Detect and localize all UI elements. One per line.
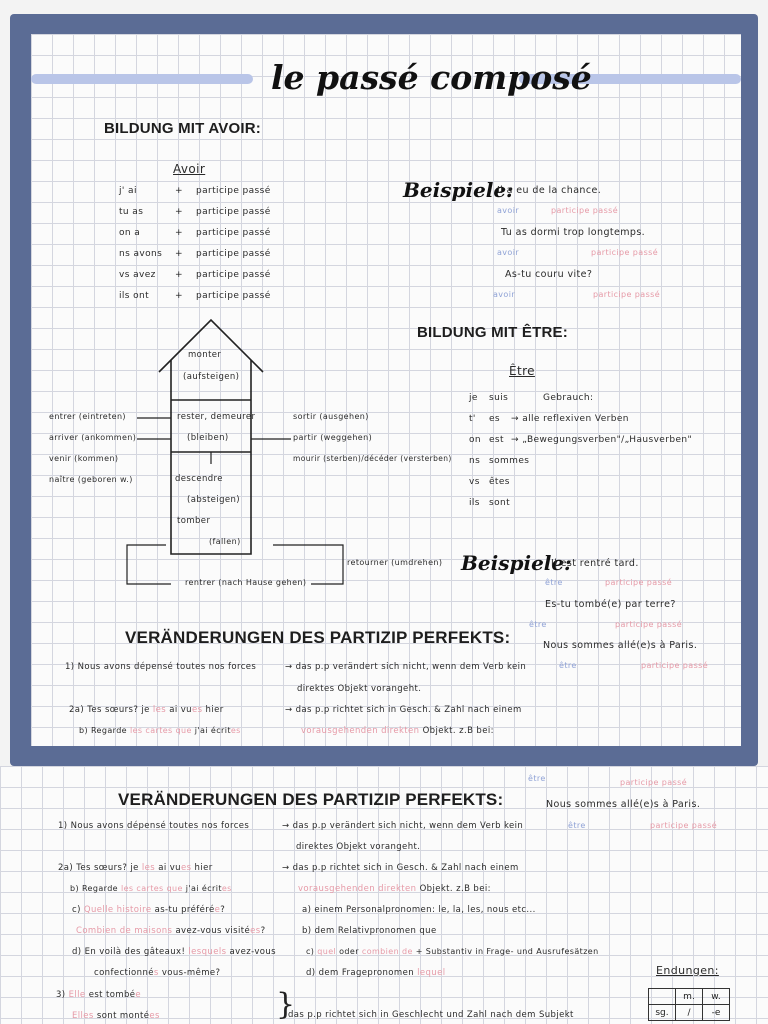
etre-example-1-pp: participe passé xyxy=(605,578,673,587)
rule2a-example-2: 2a) Tes sœurs? je les ai vues hier xyxy=(58,863,213,873)
rule2c-explanation: a) einem Personalpronomen: le, la, les, nous etc... xyxy=(302,905,536,915)
avoir-example-1-pp: participe passé xyxy=(551,206,619,215)
avoir-example-2-aux: avoir xyxy=(497,248,520,257)
rule3-example: 3) Elle est tombée xyxy=(56,990,142,1000)
rule3-explanation: das p.p richtet sich in Geschlecht und Zahl nach dem Subjekt xyxy=(288,1010,574,1020)
rule2b-example: b) Regarde les cartes que j'ai écrites xyxy=(79,726,241,735)
avoir-row-pronoun: ns avons xyxy=(119,249,163,259)
endungen-cell xyxy=(649,989,676,1005)
endungen-row-sg xyxy=(649,1005,730,1021)
rule2b-explanation: vorausgehenden direkten Objekt. z.B bei: xyxy=(301,726,494,736)
avoir-row-pronoun: tu as xyxy=(119,207,144,217)
endungen-cell: / xyxy=(676,1005,703,1021)
house-return: retourner (umdrehen) xyxy=(347,558,443,567)
avoir-row-plus: + xyxy=(175,228,183,238)
etre-heading: BILDUNG MIT ÊTRE: xyxy=(417,324,568,341)
avoir-row-text: participe passé xyxy=(196,270,271,280)
etre-example-3: Nous sommes allé(e)s à Paris. xyxy=(543,640,698,651)
avoir-row-plus: + xyxy=(175,207,183,217)
etre-row-pronoun: ns xyxy=(469,456,481,466)
etre-example-1-aux: être xyxy=(545,578,563,587)
rule1-explanation-2: direktes Objekt vorangeht. xyxy=(297,684,422,694)
gebrauch-label: Gebrauch: xyxy=(543,393,594,403)
etre-row-pronoun: ils xyxy=(469,498,480,508)
etre-row-verb: sommes xyxy=(489,456,530,466)
avoir-example-2-pp: participe passé xyxy=(591,248,659,257)
etre-example-3-repeat: Nous sommes allé(e)s à Paris. xyxy=(546,799,701,810)
endungen-label: Endungen: xyxy=(656,964,719,977)
rule1-example: 1) Nous avons dépensé toutes nos forces xyxy=(65,662,257,672)
gebrauch-use-2: → „Bewegungsverben"/„Hausverben" xyxy=(511,435,693,445)
avoir-row-pronoun: ils ont xyxy=(119,291,150,301)
rule2d2-explanation: d) dem Fragepronomen lequel xyxy=(306,968,446,978)
rule2a-example: 2a) Tes sœurs? je les ai vues hier xyxy=(69,705,224,715)
house-roof-sub: (aufsteigen) xyxy=(183,372,240,382)
avoir-example-1: Il a eu de la chance. xyxy=(497,185,602,196)
etre-row-pronoun: vs xyxy=(469,477,480,487)
endungen-cell: -e xyxy=(703,1005,730,1021)
etre-row-pronoun: je xyxy=(469,393,478,403)
rule1-explanation-b2: direktes Objekt vorangeht. xyxy=(296,842,421,852)
house-left-1: entrer (eintreten) xyxy=(49,412,126,421)
avoir-beispiele-label: Beispiele: xyxy=(403,178,514,202)
avoir-row-plus: + xyxy=(175,249,183,259)
house-right-3: mourir (sterben)/décéder (versterben) xyxy=(293,454,452,463)
avoir-heading: BILDUNG MIT AVOIR: xyxy=(104,120,261,137)
repeat-example-aux: être xyxy=(528,774,546,783)
rule3b-example: Elles sont montées xyxy=(72,1011,160,1021)
avoir-example-3: As-tu couru vite? xyxy=(505,269,593,280)
etre-row-verb: sont xyxy=(489,498,511,508)
house-rentrer: rentrer (nach Hause gehen) xyxy=(185,578,307,587)
etre-example-2-pp: participe passé xyxy=(615,620,683,629)
avoir-example-1-aux: avoir xyxy=(497,206,520,215)
house-lower-4: (fallen) xyxy=(209,537,241,546)
rule2c2-example: Combien de maisons avez-vous visitées? xyxy=(76,926,266,936)
house-right-2: partir (weggehen) xyxy=(293,433,373,442)
endungen-table xyxy=(648,988,730,1021)
avoir-row-pronoun: on a xyxy=(119,228,141,238)
avoir-example-2: Tu as dormi trop longtemps. xyxy=(501,227,646,238)
etre-example-2-aux: être xyxy=(529,620,547,629)
etre-example-3-repeat-aux: être xyxy=(568,821,586,830)
avoir-row-text: participe passé xyxy=(196,207,271,217)
brace-icon: } xyxy=(276,987,296,1022)
etre-row-verb: êtes xyxy=(489,477,510,487)
etre-example-3-repeat-pp: participe passé xyxy=(650,821,718,830)
avoir-example-3-aux: avoir xyxy=(493,290,516,299)
etre-beispiele-label: Beispiele: xyxy=(461,551,572,575)
veraenderungen-heading-2: VERÄNDERUNGEN DES PARTIZIP PERFEKTS: xyxy=(118,790,504,809)
rule2a-explanation-2: → das p.p richtet sich in Gesch. & Zahl nach einem xyxy=(282,863,519,873)
rule2d-example: d) En voilà des gâteaux! lesquels avez-vous xyxy=(72,947,276,957)
avoir-row-pronoun: j' ai xyxy=(119,186,137,196)
etre-example-2: Es-tu tombé(e) par terre? xyxy=(545,599,676,610)
avoir-example-3-pp: participe passé xyxy=(593,290,661,299)
rule2d2-example: confectionnés vous-même? xyxy=(94,968,221,978)
endungen-row-header xyxy=(649,989,730,1005)
rule1-explanation-b: → das p.p verändert sich nicht, wenn dem Verb kein xyxy=(282,821,524,831)
house-right-1: sortir (ausgehen) xyxy=(293,412,369,421)
etre-example-3-aux: être xyxy=(559,661,577,670)
etre-row-pronoun: t' xyxy=(469,414,476,424)
avoir-row-plus: + xyxy=(175,291,183,301)
house-lower-1: descendre xyxy=(175,474,223,484)
rule2a-explanation: → das p.p richtet sich in Gesch. & Zahl nach einem xyxy=(285,705,522,715)
page-title: le passé composé xyxy=(271,58,592,97)
notes-page xyxy=(31,34,741,746)
avoir-label: Avoir xyxy=(173,162,206,176)
endungen-cell: sg. xyxy=(649,1005,676,1021)
rule1-example-2: 1) Nous avons dépensé toutes nos forces xyxy=(58,821,250,831)
notes-page-continued xyxy=(0,766,768,1024)
avoir-row-plus: + xyxy=(175,270,183,280)
rule2c-example: c) Quelle histoire as-tu préférée? xyxy=(72,905,226,915)
avoir-row-plus: + xyxy=(175,186,183,196)
avoir-row-text: participe passé xyxy=(196,249,271,259)
avoir-row-text: participe passé xyxy=(196,228,271,238)
house-roof: monter xyxy=(188,350,222,360)
etre-row-pronoun: on xyxy=(469,435,482,445)
rule2c2-explanation: b) dem Relativpronomen que xyxy=(302,926,437,936)
rule2b-explanation-2: vorausgehenden direkten Objekt. z.B bei: xyxy=(298,884,491,894)
gebrauch-use-1: → alle reflexiven Verben xyxy=(511,414,629,424)
veraenderungen-heading: VERÄNDERUNGEN DES PARTIZIP PERFEKTS: xyxy=(125,628,511,647)
avoir-row-text: participe passé xyxy=(196,291,271,301)
etre-example-1: Il est rentré tard. xyxy=(551,558,639,569)
rule2b-example-2: b) Regarde les cartes que j'ai écrites xyxy=(70,884,232,893)
repeat-example-pp: participe passé xyxy=(620,778,688,787)
house-lower-2: (absteigen) xyxy=(187,495,241,505)
etre-example-3-pp: participe passé xyxy=(641,661,709,670)
etre-label: Être xyxy=(509,364,535,378)
avoir-row-text: participe passé xyxy=(196,186,271,196)
etre-row-verb: es xyxy=(489,414,501,424)
endungen-cell: w. xyxy=(703,989,730,1005)
house-left-3: venir (kommen) xyxy=(49,454,119,463)
house-left-4: naître (geboren w.) xyxy=(49,475,133,484)
house-middle-sub: (bleiben) xyxy=(187,433,229,443)
rule2d-explanation: c) quel oder combien de + Substantiv in Frage- und Ausrufesätzen xyxy=(306,947,599,956)
etre-row-verb: suis xyxy=(489,393,509,403)
etre-row-verb: est xyxy=(489,435,504,445)
avoir-row-pronoun: vs avez xyxy=(119,270,156,280)
rule1-explanation: → das p.p verändert sich nicht, wenn dem Verb kein xyxy=(285,662,527,672)
house-middle: rester, demeurer xyxy=(177,412,256,422)
house-lower-3: tomber xyxy=(177,516,211,526)
endungen-cell: m. xyxy=(676,989,703,1005)
house-left-2: arriver (ankommen) xyxy=(49,433,137,442)
